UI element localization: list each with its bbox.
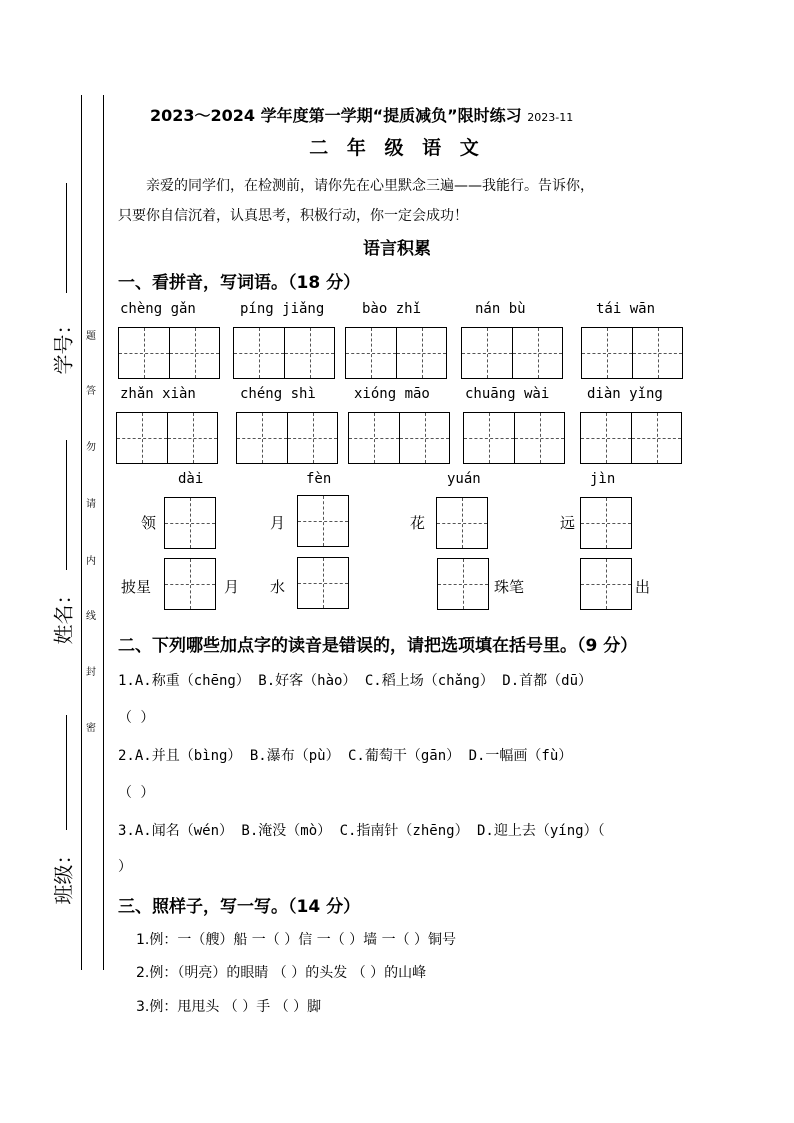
writing-grid[interactable]	[297, 495, 349, 547]
writing-grid[interactable]	[581, 327, 683, 379]
writing-grid[interactable]	[461, 327, 563, 379]
pinyin: chèng gǎn	[120, 301, 196, 317]
binding-line-inner	[81, 95, 82, 970]
pinyin: diàn yǐng	[587, 386, 663, 402]
writing-grid[interactable]	[436, 497, 488, 549]
exam-date: 2023-11	[527, 111, 574, 124]
q1-heading: 一、看拼音，写词语。（18 分）	[118, 273, 361, 293]
q2-heading: 二、下列哪些加点字的读音是错误的，请把选项填在括号里。（9 分）	[118, 636, 638, 656]
q3-line-3: 3.例：甩甩头 （ ）手 （ ）脚	[136, 999, 322, 1015]
seal-char: 内	[86, 556, 96, 567]
class-label: 班级：	[51, 844, 76, 905]
writing-grid[interactable]	[463, 412, 565, 464]
writing-grid[interactable]	[580, 497, 632, 549]
q2-item-2: 2.A.并且（bìng） B.瀑布（pù） C.葡萄干（gān） D.一幅画（fù）	[118, 748, 573, 764]
name-blank	[66, 440, 67, 570]
seal-char: 题	[86, 331, 96, 342]
word-label: 月	[224, 578, 240, 596]
writing-grid[interactable]	[118, 327, 220, 379]
seal-char: 密	[86, 723, 96, 734]
seal-char: 答	[86, 386, 96, 397]
binding-line-outer	[103, 95, 104, 970]
word-label: 远	[560, 514, 576, 532]
exam-subtitle: 二 年 级 语 文	[309, 137, 485, 159]
pinyin: fèn	[306, 471, 332, 487]
writing-grid[interactable]	[164, 558, 216, 610]
exam-title-text: 2023～2024 学年度第一学期“提质减负”限时练习	[150, 106, 522, 125]
word-label: 水	[270, 578, 286, 596]
intro-line-2: 只要你自信沉着，认真思考，积极行动，你一定会成功！	[118, 208, 468, 224]
writing-grid[interactable]	[164, 497, 216, 549]
writing-grid[interactable]	[580, 558, 632, 610]
seal-char: 封	[86, 667, 96, 678]
exam-title	[150, 103, 573, 126]
writing-grid[interactable]	[345, 327, 447, 379]
seal-char: 勿	[86, 442, 96, 453]
word-label: 领	[141, 514, 157, 532]
q2-item-2-answer[interactable]: （ ）	[118, 785, 155, 801]
writing-grid[interactable]	[116, 412, 218, 464]
pinyin: jìn	[590, 471, 616, 487]
word-label: 月	[270, 514, 286, 532]
pinyin: xióng māo	[354, 386, 430, 402]
pinyin: tái wān	[596, 301, 656, 317]
writing-grid[interactable]	[437, 558, 489, 610]
name-label: 姓名：	[51, 584, 76, 645]
word-label: 出	[635, 578, 651, 596]
writing-grid[interactable]	[236, 412, 338, 464]
student-number-label: 学号：	[51, 314, 76, 375]
q3-line-2: 2.例：（明亮）的眼睛 （ ）的头发 （ ）的山峰	[136, 965, 427, 981]
writing-grid[interactable]	[297, 557, 349, 609]
word-label: 珠笔	[494, 578, 525, 596]
class-blank	[66, 715, 67, 830]
intro-line-1: 亲爱的同学们，在检测前，请你先在心里默念三遍——我能行。告诉你，	[146, 178, 594, 194]
pinyin: dài	[178, 471, 204, 487]
pinyin: píng jiǎng	[240, 301, 325, 317]
pinyin: nán bù	[475, 301, 526, 317]
pinyin: chéng shì	[240, 386, 316, 402]
pinyin: yuán	[447, 471, 481, 487]
q2-item-1-answer[interactable]: （ ）	[118, 710, 155, 726]
pinyin: zhǎn xiàn	[120, 386, 196, 402]
seal-char: 线	[86, 611, 96, 622]
pinyin: bào zhǐ	[362, 301, 422, 317]
writing-grid[interactable]	[580, 412, 682, 464]
word-label: 花	[410, 514, 426, 532]
q2-item-3-answer[interactable]: ）	[118, 859, 132, 875]
q3-line-1: 1.例：一（艘）船 一（ ）信 一（ ）墙 一（ ）铜号	[136, 932, 457, 948]
q3-heading: 三、照样子，写一写。（14 分）	[118, 897, 361, 917]
seal-char: 请	[86, 499, 96, 510]
writing-grid[interactable]	[233, 327, 335, 379]
writing-grid[interactable]	[348, 412, 450, 464]
pinyin: chuāng wài	[465, 386, 550, 402]
section-heading: 语言积累	[363, 239, 431, 259]
q2-item-1: 1.A.称重（chēng） B.好客（hào） C.稻上场（chǎng） D.首都（dū）	[118, 673, 593, 689]
word-label: 披星	[121, 578, 152, 596]
q2-item-3: 3.A.闻名（wén） B.淹没（mò） C.指南针（zhēng） D.迎上去（yíng）（	[118, 823, 605, 839]
